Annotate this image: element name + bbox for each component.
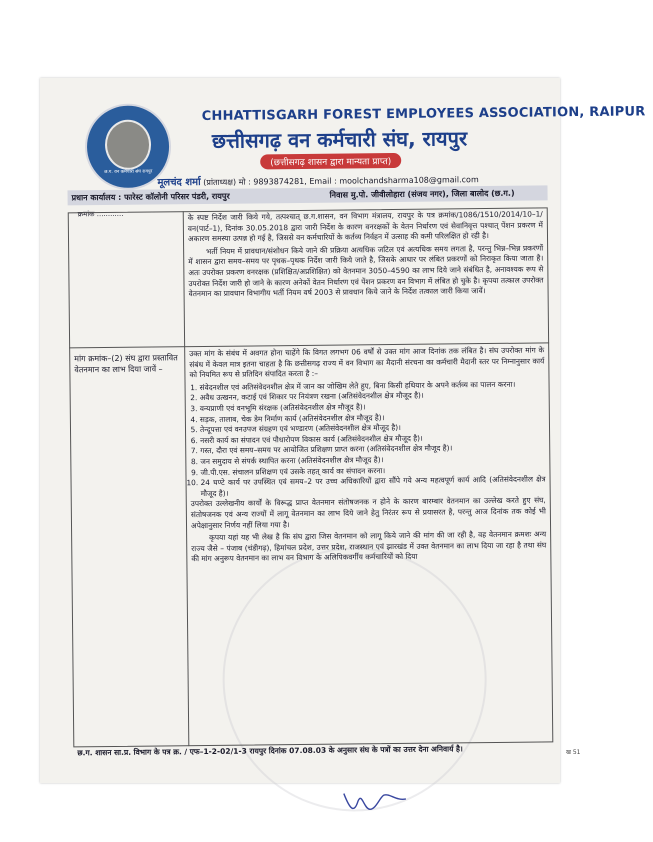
footer-note: छ.ग. शासन सा.प्र. विभाग के पत्र क्र. / एफ–1-2-02/1-3 रायपुर दिनांक 07.08.03 के अनुसार संघ के पत्रों का उत्तर देना अनिवार्य है। <box>77 744 463 758</box>
mobile-number: मो : 9893874281, <box>238 176 307 187</box>
duty-item: 3. वन्यप्राणी एवं वनभूमि संरक्षक (अतिसंवेदनशील क्षेत्र मौजूद है)। <box>200 400 545 414</box>
president-title: (प्रांताध्यक्ष) <box>203 177 237 187</box>
duties-list <box>190 379 546 499</box>
demand2-paragraph-3: कृपया यहां यह भी लेख है कि संघ द्वारा जिस वेतनमान को लागू किये जाने की मांग की जा रही है, वह वेतनमान क्रमशः अन्य राज्य जैसे – पंजाब (चंडीगढ़), हिमांचल प्रदेश, उत्तर प्रदेश, राजस्थान एवं झारखंड में उक्त वेतनमान का लाभ दिया जा रहा है तथा संघ की मांग अनुरूप वेतनमान का लाभ वन विभाग के अलिपिकवर्गीय कर्मचारियों को दिया <box>191 529 547 564</box>
duty-item: 4. सड़क, तालाब, चेक डेम निर्माण कार्य (अतिसंवेदनशील क्षेत्र मौजूद है)। <box>200 411 545 425</box>
duty-item: 7. गस्त, दौरा एवं समय–समय पर आयोजित प्रशिक्षण प्राप्त करना (अतिसंवेदनशील क्षेत्र मौजूद है)। <box>200 443 545 457</box>
duty-item: 6. नसरी कार्य का संपादन एवं पौधारोपण विकास कार्य (अतिसंवेदनशील क्षेत्र मौजूद है)। <box>200 432 545 446</box>
recognition-badge: (छत्तीसगढ़ शासन द्वारा मान्यता प्राप्त) <box>260 153 401 169</box>
org-name-hindi: छत्तीसगढ़ वन कर्मचारी संघ, रायपुर <box>211 126 468 153</box>
duty-item: 8. जन समुदाय से संपर्क स्थापित करना (अतिसंवेदनशील क्षेत्र मौजूद है)। <box>200 453 545 467</box>
demand2-heading: मांग क्रमांक–(2) संघ द्वारा प्रस्तावित वेतनमान का लाभ दिया जावें – <box>74 353 178 375</box>
duty-item: 1. संवेदनशील एवं अतिसंवेदनशील क्षेत्र में जान का जोखिम लेते हुए, बिना किसी हथियार के अपने कर्तव्य का पालन करना। <box>200 379 545 393</box>
reference-number-label: क्रमांक ............ <box>77 209 124 219</box>
org-name-english: CHHATTISGARH FOREST EMPLOYEES ASSOCIATION, RAIPUR <box>201 104 646 125</box>
duty-item: 10. 24 घण्टे कार्य पर उपस्थित एवं समय–2 पर उच्च अधिकारियों द्वारा सौंपे गये अन्य महत्वपूर्ण कार्य आदि (अतिसंवेदनशील क्षेत्र मौजूद है)। <box>201 475 546 500</box>
demand2-text <box>189 345 546 567</box>
logo-emblem <box>105 120 152 170</box>
section1-text <box>188 209 544 301</box>
email-address: Email : moolchandsharma108@gmail.com <box>309 175 479 186</box>
handwritten-signature <box>340 779 410 820</box>
residence-address: निवास मु.पो. जीवीलोहारा (संजय नगर), जिला बालोद (छ.ग.) <box>329 188 515 200</box>
logo-text: छ.ग. वन कर्मचारी संघ रायपुर <box>104 169 153 176</box>
section1-paragraph-1: के स्पष्ट निर्देश जारी किये गये, तत्पश्चात् छ.ग.शासन, वन विभाग मंत्रालय, रायपुर के पत्र क्रमांक/1086/1510/2014/10–1/वन(पार्ट–1), दिनांक 30.05.2018 द्वारा जारी निर्देश के कारण वनरक्षकों के वेतन निर्धारण एवं सेवानिवृत्त पश्चात् पेंशन प्रकरण में अकारण समस्या उत्पन्न हो गई है, जिससे वन कर्मचारियों के कर्तव्य निर्वहन में उत्साह की कमी परिलक्षित हो रही है। <box>187 209 543 244</box>
president-name: मूलचंद शर्मा <box>157 177 201 189</box>
duty-item: 2. अवैध उत्खनन, कटाई एवं शिकार पर नियंत्रण रखना (अतिसंवेदनशील क्षेत्र मौजूद है)। <box>200 390 545 404</box>
duty-item: 5. तेन्दूपत्ता एवं वनउपज संग्रहण एवं भण्डारण (अतिसंवेदनशील क्षेत्र मौजूद है)। <box>200 422 545 436</box>
demand2-intro: उक्त मांग के संबंध में अवगत होना चाहेंगे कि विगत लगभग 06 वर्षों से उक्त मांग आज दिनांक तक लंबित है। संघ उपरोक्त मांग के संबंध में केवल मात्र इतना चाहता है कि छत्तीसगढ़ राज्य में वन विभाग का मैदानी संरचना का कर्मचारी मैदानी स्तर पर निम्नानुसार कार्य को नियमित रूप से प्रतिदिन संपादित करता है :– <box>189 345 545 380</box>
head-office-address: प्रधान कार्यालय : फारेस्ट कॉलोनी परिसर पंडरी, रायपुर <box>71 191 230 203</box>
section1-paragraph-2: भर्ती नियम में प्रावधान/संशोधन किये जाने की प्रक्रिया अत्यधिक जटिल एवं अत्यधिक समय लगता है, परन्तु भिन्न–भिन्न प्रकरणों में शासन द्वारा समय–समय पर पृथक–पृथक निर्देश जारी किये जाते है, जिसके आधार पर लंबित प्रकरणों को निराकृत किया जाता है। अतः उपरोक्त प्रकरण वनरक्षक (प्रशिक्षित/अप्रशिक्षित) को वेतनमान 3050–4590 का लाभ दिये जाने संबंधित है, अनावश्यक रूप से उपरोक्त निर्देश जारी हो जाने के कारण अनेकों वेतन निर्धारण एवं पेंशन प्रकरण वन विभाग में लंबित हो चुके है। कृपया तत्काल उपरोक्त वेतनमान का प्रावधान विभागीय भर्ती नियम वर्ष 2003 से प्रावधान किये जाने के निर्देश तत्काल जारी किया जावें। <box>188 243 544 299</box>
margin-annotation: ख 51 <box>566 749 581 756</box>
duty-item: 9. जी.पी.एस. संचालन प्रशिक्षण एवं उसके तहत् कार्य का संपादन करना। <box>200 464 545 478</box>
demand2-paragraph-2: उपरोक्त उल्लेखनीय कार्यों के विरूद्ध प्राप्त वेतनमान संतोषजनक न होने के कारण बारम्बार वेतनमान का उल्लेख करते हुए संघ, संतोषजनक एवं अन्य राज्यों में लागू वेतनमान का लाभ दिये जाने हेतु निरंतर रूप से प्रयासरत है, परन्तु आज दिनांक तक कोई भी अपेक्षानुसार निर्णय नहीं लिया गया है। <box>190 495 546 530</box>
